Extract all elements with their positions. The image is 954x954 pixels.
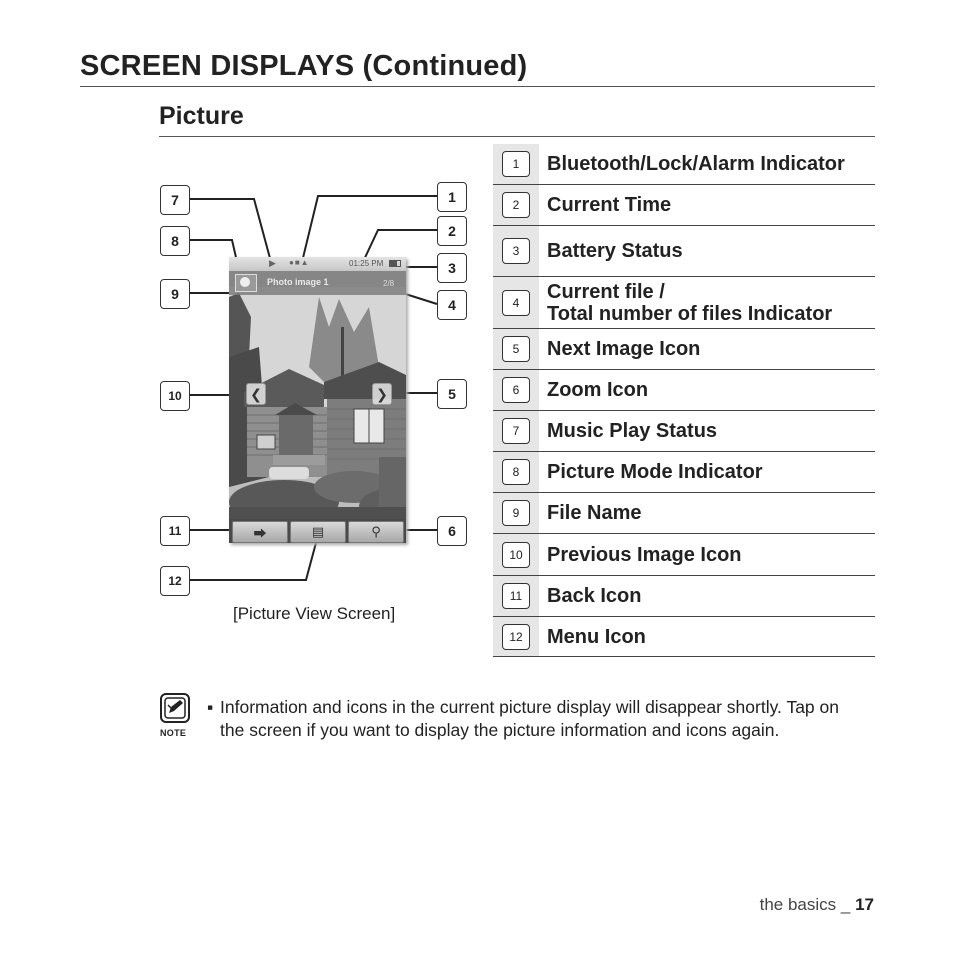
page-title: SCREEN DISPLAYS (Continued) [80,50,528,82]
legend-row [493,452,875,493]
device-screen [229,257,406,543]
legend-row [493,576,875,617]
footer-section: the basics _ [759,895,856,914]
legend-number: 12 [502,624,530,650]
legend-number: 10 [502,542,530,568]
callout-box-7: 7 [160,185,190,215]
diagram-caption: [Picture View Screen] [233,604,396,623]
soft-key-bar [229,519,406,543]
page-footer [760,895,874,915]
legend-row [493,370,875,411]
legend-number: 1 [502,151,530,177]
picture-mode-icon [235,274,257,292]
menu-icon[interactable]: ▤ [290,521,346,543]
status-bar [229,257,406,271]
legend-row [493,534,875,576]
callout-line-12 [188,539,317,580]
callout-box-11: 11 [160,516,190,546]
play-icon: ▶ [269,258,276,268]
legend-row [493,144,875,185]
legend-label: Back Icon [547,585,642,607]
legend-label: Battery Status [547,240,683,262]
callout-box-2: 2 [437,216,467,246]
legend-label: Current file / Total number of files Indicator [547,280,833,325]
legend-number: 3 [502,238,530,264]
legend-number: 2 [502,192,530,218]
legend-row [493,617,875,657]
bluetooth-lock-alarm-icon: ●■▲ [289,258,310,267]
battery-icon [389,260,401,267]
callout-box-4: 4 [437,290,467,320]
time-readout: 01:25 PM [349,259,384,268]
legend-number: 9 [502,500,530,526]
chevron-left-icon[interactable]: ❮ [246,383,266,405]
legend-label: Menu Icon [547,625,646,648]
file-info-bar [229,271,406,295]
legend-label: Current Time [547,194,672,216]
callout-box-6: 6 [437,516,467,546]
legend-number: 7 [502,418,530,444]
file-count: 2/8 [383,279,395,288]
callout-box-1: 1 [437,182,467,212]
legend-label: Previous Image Icon [547,543,742,566]
callout-box-8: 8 [160,226,190,256]
callout-line-7 [188,199,271,262]
callout-box-10: 10 [160,381,190,411]
zoom-icon[interactable]: ⚲ [348,521,404,543]
legend-label: Zoom Icon [547,379,649,401]
legend-row [493,493,875,534]
legend-label: Bluetooth/Lock/Alarm Indicator [547,153,845,175]
callout-box-3: 3 [437,253,467,283]
legend-row [493,185,875,226]
note-icon [160,693,190,723]
legend-label: Music Play Status [547,420,718,442]
legend-label: Next Image Icon [547,338,701,360]
legend-number: 6 [502,377,530,403]
legend-label: File Name [547,502,642,524]
back-arrow-icon[interactable]: ⮕ [232,521,288,543]
note-body: Information and icons in the current picture display will disappear shortly. Tap on the screen if you want to display the picture information and icons again. [220,697,839,740]
note-label: NOTE [160,728,187,738]
note-bullet: ▪ [207,697,214,717]
callout-box-5: 5 [437,379,467,409]
legend-row [493,329,875,370]
legend-row [493,226,875,277]
section-title: Picture [159,102,244,130]
legend-row [493,411,875,452]
legend-number: 4 [502,290,530,316]
legend-number: 5 [502,336,530,362]
chevron-right-icon[interactable]: ❯ [372,383,392,405]
callout-box-12: 12 [160,566,190,596]
page-number: 17 [855,895,874,914]
legend-row [493,277,875,329]
callout-box-9: 9 [160,279,190,309]
legend-number: 8 [502,459,530,485]
legend-number: 11 [502,583,530,609]
legend-label: Picture Mode Indicator [547,461,763,483]
legend-table [493,144,875,657]
file-name: Photo image 1 [267,277,329,287]
note-text [207,696,867,742]
